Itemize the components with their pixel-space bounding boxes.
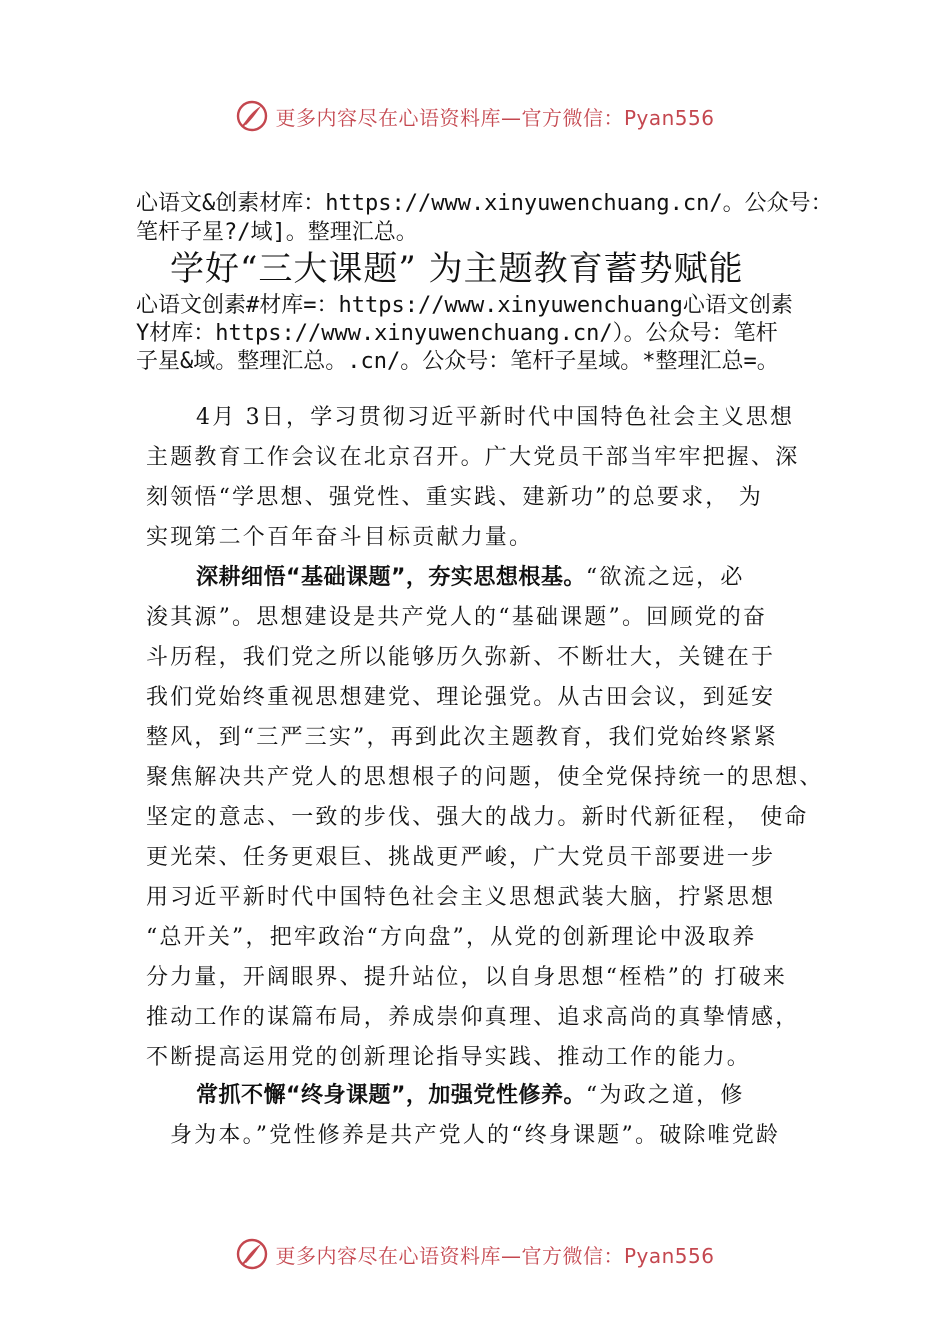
source-line: 笔杆子星?/域]。整理汇总。: [136, 220, 418, 245]
paragraph-text: “欲流之远，必: [585, 565, 745, 590]
section-heading: 深耕细悟“基础课题”，夯实思想根基。: [196, 565, 586, 590]
paragraph-line: 聚焦解决共产党人的思想根子的问题，使全党保持统一的思想、: [146, 765, 824, 790]
section-heading: 常抓不懈“终身课题”，加强党性修养。: [196, 1083, 586, 1108]
source-line: 心语文&创素材库：https://www.xinyuwenchuang.cn/。公众号：: [136, 191, 833, 216]
paragraph-line: [196, 563, 745, 593]
paragraph-line: 推动工作的谋篇布局，养成崇仰真理、追求高尚的真挚情感，: [146, 1005, 800, 1030]
source-line: 心语文创素#材库=：https://www.xinyuwenchuang心语文创素: [136, 293, 793, 318]
paragraph-text: “为政之道，修: [585, 1083, 745, 1108]
paragraph-line: 实现第二个百年奋斗目标贡献力量。: [146, 525, 534, 550]
source-line: 子星&域。整理汇总。.cn/。公众号：笔杆子星域。*整理汇总=。: [136, 349, 779, 374]
paragraph-line: 刻领悟“学思想、强党性、重实践、建新功”的总要求， 为: [146, 485, 763, 510]
paragraph-line: 主题教育工作会议在北京召开。广大党员干部当牢牢把握、深: [146, 445, 800, 470]
banner-text: 更多内容尽在心语资料库—官方微信：Pyan556: [275, 105, 715, 130]
paragraph-line: 我们党始终重视思想建党、理论强党。从古田会议，到延安: [146, 685, 776, 710]
paragraph-line: “总开关”，把牢政治“方向盘”，从党的创新理论中汲取养: [146, 925, 757, 950]
paragraph-line: 用习近平新时代中国特色社会主义思想武装大脑，拧紧思想: [146, 885, 776, 910]
quill-logo-icon: [235, 1237, 269, 1271]
paragraph-line: 4月 3日，学习贯彻习近平新时代中国特色社会主义思想: [196, 405, 795, 430]
paragraph-line: 更光荣、任务更艰巨、挑战更严峻，广大党员干部要进一步: [146, 845, 776, 870]
paragraph-line: [196, 1081, 745, 1111]
paragraph-line: 身为本。”党性修养是共产党人的“终身课题”。破除唯党龄: [170, 1123, 781, 1148]
header-banner: [0, 96, 950, 136]
paragraph-line: 不断提高运用党的创新理论指导实践、推动工作的能力。: [146, 1045, 752, 1070]
paragraph-line: 斗历程，我们党之所以能够历久弥新、不断壮大，关键在于: [146, 645, 776, 670]
quill-logo-icon: [235, 99, 269, 133]
banner-text: 更多内容尽在心语资料库—官方微信：Pyan556: [275, 1243, 715, 1268]
document-title: 学好“三大课题” 为主题教育蓄势赋能: [170, 249, 744, 289]
paragraph-line: 浚其源”。思想建设是共产党人的“基础课题”。回顾党的奋: [146, 605, 768, 630]
footer-banner: [0, 1234, 950, 1274]
paragraph-line: 分力量，开阔眼界、提升站位，以自身思想“桎梏”的 打破来: [146, 965, 788, 990]
paragraph-line: 整风，到“三严三实”，再到此次主题教育，我们党始终紧紧: [146, 725, 778, 750]
paragraph-line: 坚定的意志、一致的步伐、强大的战力。新时代新征程， 使命: [146, 805, 809, 830]
source-line: Y材库：https://www.xinyuwenchuang.cn/）。公众号：笔杆: [136, 321, 778, 346]
